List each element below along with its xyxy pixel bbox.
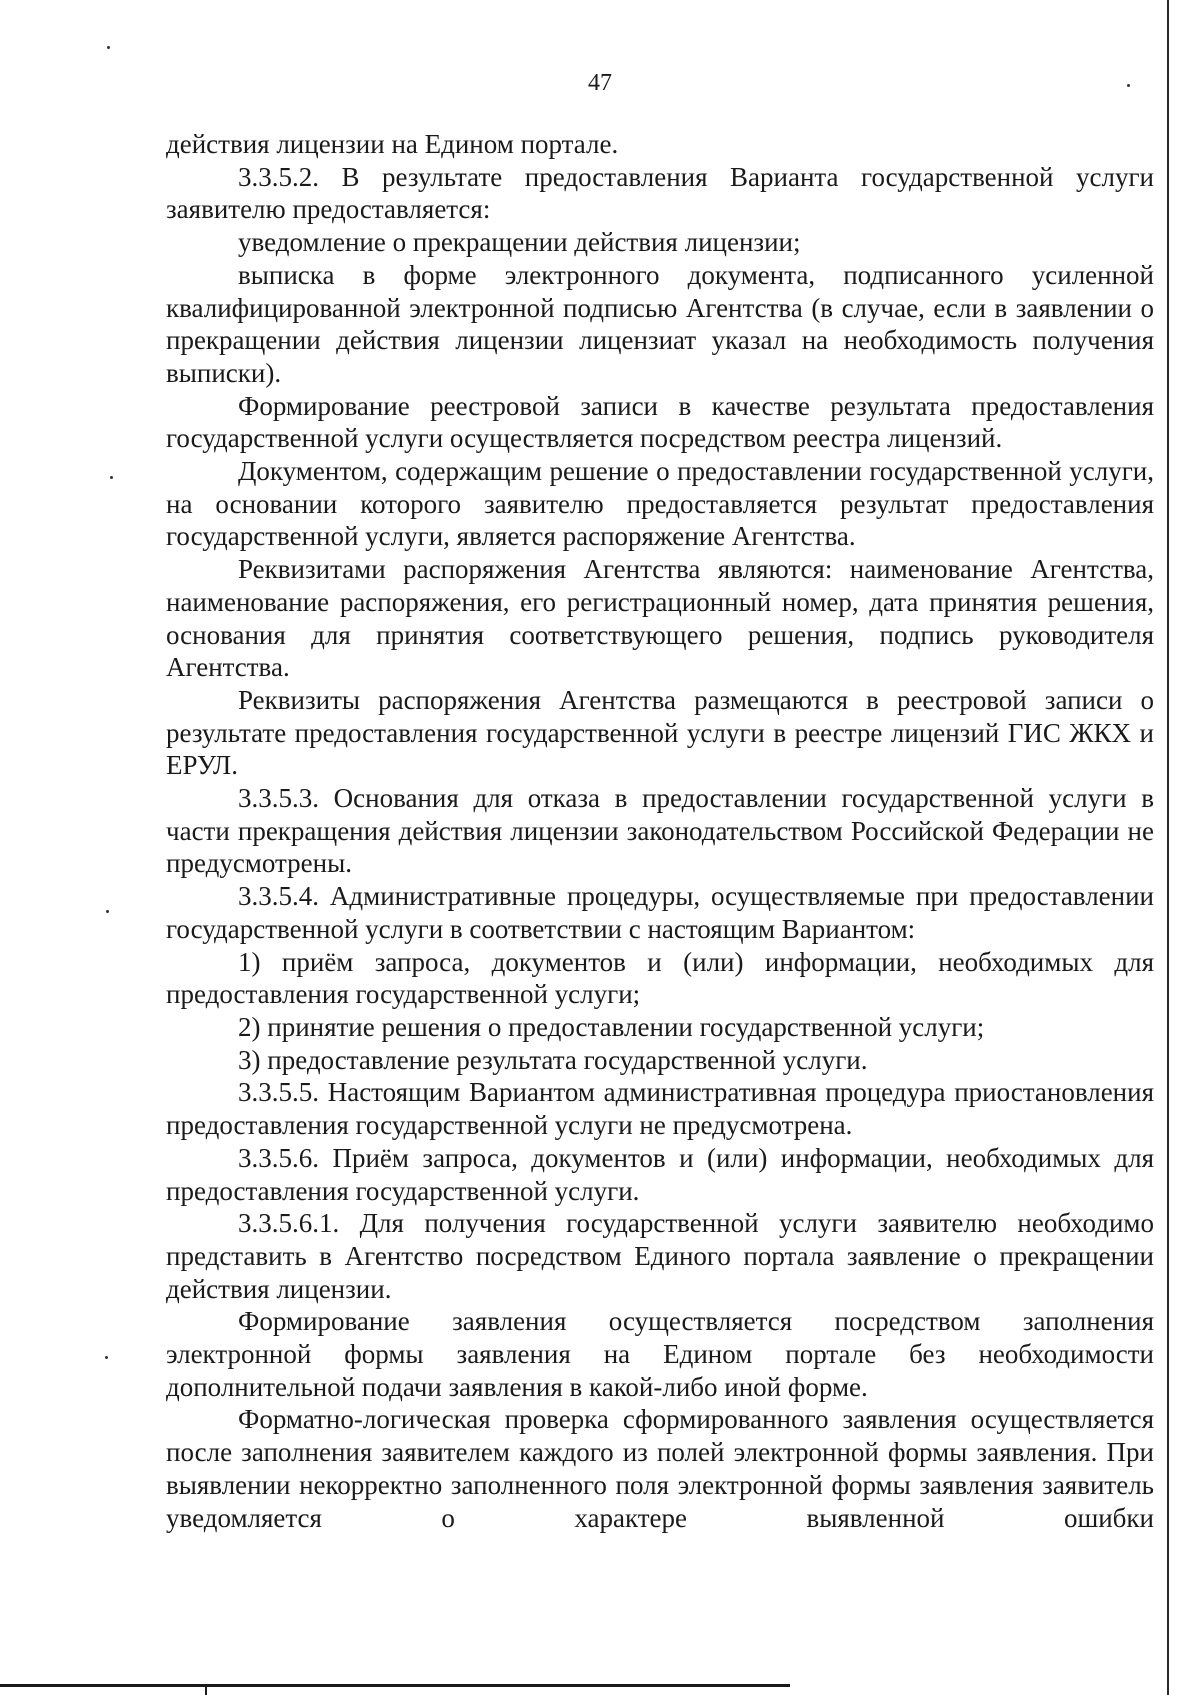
paragraph: 3.3.5.6. Приём запроса, документов и (или) информации, необходимых для предоставления государственной услуги. (166, 1142, 1154, 1206)
paragraph: действия лицензии на Едином портале. (166, 129, 619, 159)
paragraph: Форматно-логическая проверка сформированного заявления осуществляется после заполнения заявителем каждого из полей электронной формы заявления. При выявлении некорректно заполненного поля электронной формы заявления заявитель уведомляется о характере выявленной ошибки (166, 1404, 1154, 1533)
document-body (166, 128, 1154, 1534)
paragraph: 3.3.5.5. Настоящим Вариантом административная процедура приостановления предоставления государственной услуги не предусмотрена. (166, 1077, 1154, 1141)
paragraph: 3) предоставление результата государственной услуги. (238, 1044, 868, 1075)
scan-speck (105, 1356, 108, 1359)
scan-edge-line (1167, 0, 1169, 1695)
footer-cell-divider (205, 1684, 207, 1695)
paragraph: 3.3.5.4. Административные процедуры, осуществляемые при предоставлении государственной услуги в соответствии с настоящим Вариантом: (166, 881, 1154, 944)
paragraph: выписка в форме электронного документа, подписанного усиленной квалифицированной электронной подписью Агентства (в случае, если в заявлении о прекращении действия лицензии лицензиат указал на необходимость получения выписки). (166, 259, 1154, 388)
page-number: 47 (588, 70, 612, 96)
scan-speck (106, 910, 109, 913)
scan-speck (107, 46, 110, 49)
paragraph: Формирование заявления осуществляется посредством заполнения электронной формы заявления на Едином портале без необходимости дополнительной подачи заявления в какой-либо иной форме. (166, 1306, 1154, 1402)
paragraph: 3.3.5.6.1. Для получения государственной услуги заявителю необходимо представить в Агентство посредством Единого портала заявление о прекращении действия лицензии. (166, 1208, 1154, 1304)
paragraph: Формирование реестровой записи в качестве результата предоставления государственной услуги осуществляется посредством реестра лицензий. (166, 390, 1154, 454)
scan-speck (1127, 84, 1130, 87)
footer-rule (0, 1684, 790, 1687)
paragraph: уведомление о прекращении действия лицензии; (238, 227, 801, 258)
paragraph: 3.3.5.2. В результате предоставления Варианта государственной услуги заявителю предоставляется: (166, 161, 1154, 225)
paragraph: Реквизиты распоряжения Агентства размещаются в реестровой записи о результате предоставления государственной услуги в реестре лицензий ГИС ЖКХ и ЕРУЛ. (166, 684, 1154, 781)
paragraph: Реквизитами распоряжения Агентства являются: наименование Агентства, наименование распоряжения, его регистрационный номер, дата принятия решения, основания для принятия соответствующего решения, подпись руководителя Агентства. (166, 554, 1154, 683)
paragraph: 1) приём запроса, документов и (или) информации, необходимых для предоставления государственной услуги; (166, 946, 1154, 1010)
paragraph: Документом, содержащим решение о предоставлении государственной услуги, на основании которого заявителю предоставляется результат предоставления государственной услуги, является распоряжение Агентства. (166, 456, 1154, 552)
paragraph: 3.3.5.3. Основания для отказа в предоставлении государственной услуги в части прекращения действия лицензии законодательством Российской Федерации не предусмотрены. (166, 783, 1154, 879)
paragraph: 2) принятие решения о предоставлении государственной услуги; (238, 1011, 985, 1042)
scan-speck (110, 476, 113, 479)
